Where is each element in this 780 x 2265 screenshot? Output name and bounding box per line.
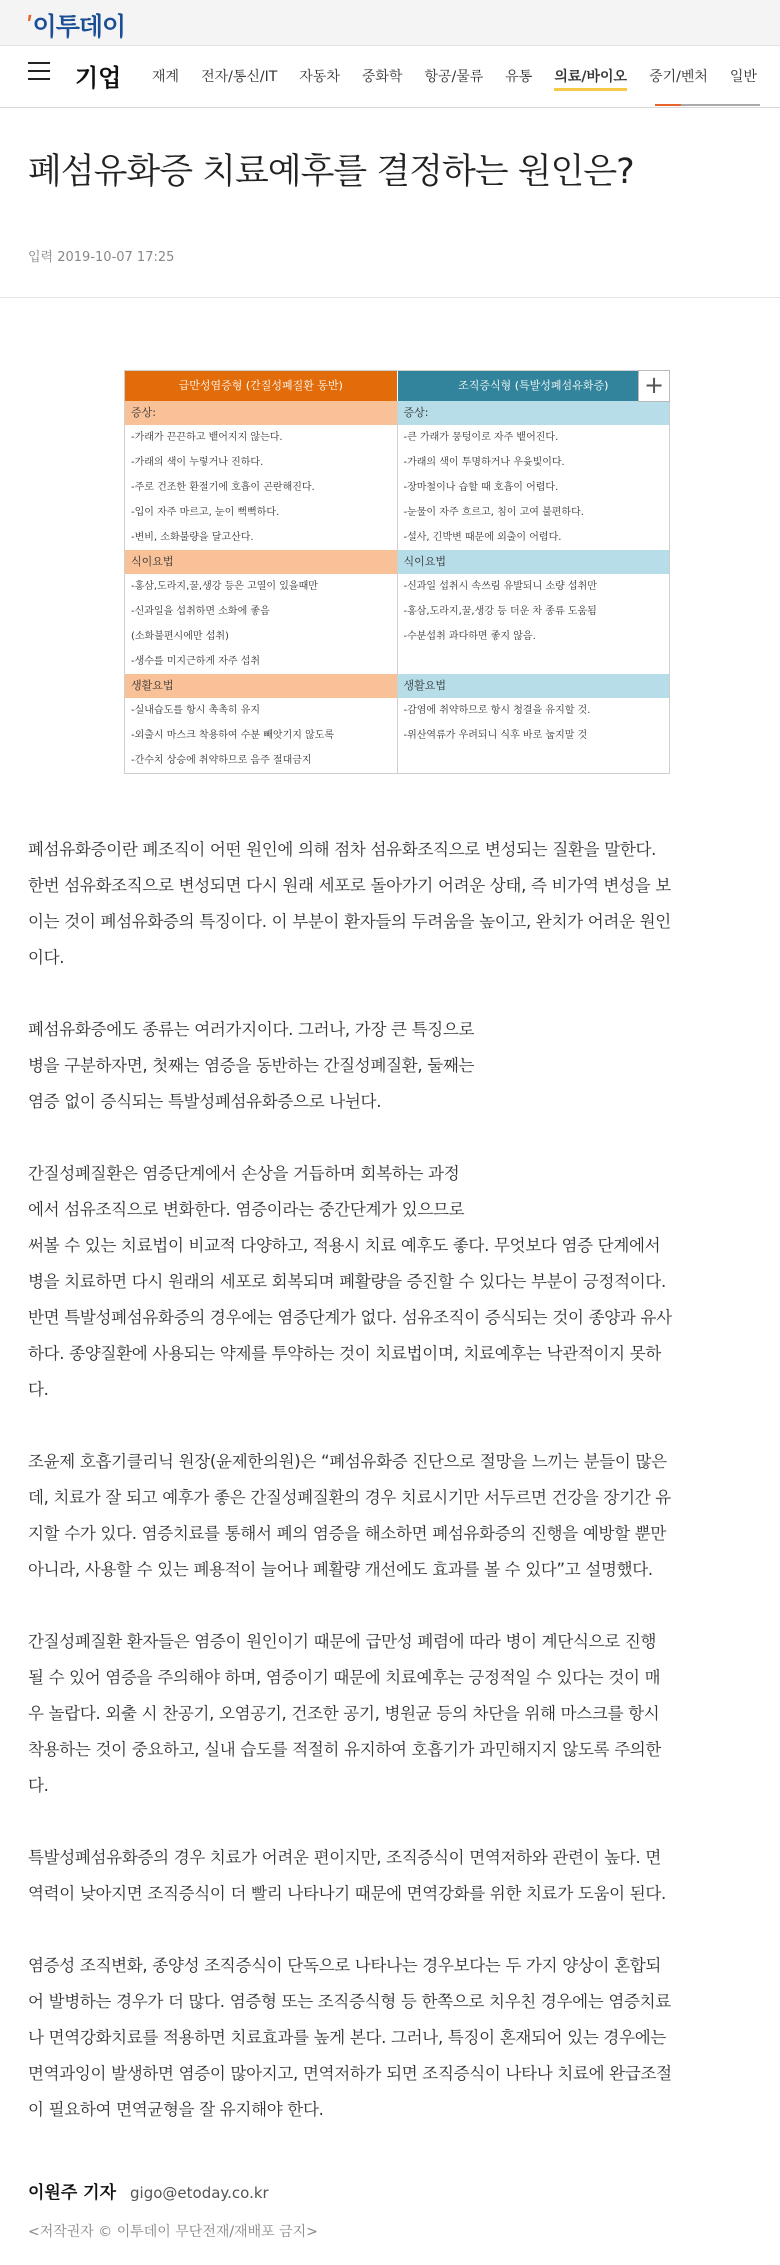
paragraph-line: 될 수 있어 염증을 주의해야 하며, 염증이기 때문에 치료예후는 긍정적일 수 있다는 것이 매	[28, 1668, 661, 1687]
paragraph-line: 병을 치료하면 다시 원래의 세포로 회복되며 폐활량을 증진할 수 있다는 부분이 긍정적이다.	[28, 1272, 666, 1291]
paragraph-line: 이다.	[28, 948, 65, 967]
nav-item[interactable]: 전자/통신/IT	[201, 69, 278, 85]
table-bullet: -장마철이나 습할 때 호흡이 어렵다.	[403, 482, 559, 493]
table-section-label: 증상:	[398, 401, 670, 425]
paragraph-line: 염증 없이 증식되는 특발성폐섬유화증으로 나뉜다.	[28, 1092, 382, 1111]
table-section-label: 생활요법	[398, 674, 670, 698]
section-nav	[0, 58, 780, 108]
table-bullet	[398, 748, 670, 773]
nav-item[interactable]: 유통	[505, 69, 533, 85]
table-bullet: -감염에 취약하므로 항시 청결을 유지할 것.	[403, 705, 591, 716]
paragraph-line: 에서 섬유조직으로 변화한다. 염증이라는 중간단계가 있으므로	[28, 1200, 465, 1219]
paragraph-line: 써볼 수 있는 치료법이 비교적 다양하고, 적용시 치료 예후도 좋다. 무엇보다 염증 단계에서	[28, 1236, 661, 1255]
article-paragraph	[28, 1012, 752, 1120]
paragraph-line: 폐섬유화증이란 폐조직이 어떤 원인에 의해 점차 섬유화조직으로 변성되는 질환을 말한다.	[28, 840, 657, 859]
table-bullet: (소화불편시에만 섭취)	[131, 631, 229, 642]
comparison-table-image	[124, 370, 670, 774]
paragraph-line: 조윤제 호흡기클리닉 원장(윤제한의원)은 “폐섬유화증 진단으로 절망을 느끼는 분들이 많은	[28, 1452, 667, 1471]
article-date: 입력 2019-10-07 17:25	[28, 250, 175, 265]
article-paragraph	[28, 1444, 752, 1588]
copyright-notice: <저작권자 © 이투데이 무단전재/재배포 금지>	[28, 2224, 318, 2240]
category-menu	[152, 66, 779, 91]
table-bullet: -수분섭취 과다하면 좋지 않음.	[403, 631, 536, 642]
paragraph-line: 아니라, 사용할 수 있는 폐용적이 늘어나 폐활량 개선에도 효과를 볼 수 있다”고 설명했다.	[28, 1560, 653, 1579]
table-bullet: -눈물이 자주 흐르고, 침이 고여 불편하다.	[403, 507, 584, 518]
paragraph-line: 반면 특발성폐섬유화증의 경우에는 염증단계가 없다. 섬유조직이 증식되는 것이 종양과 유사	[28, 1308, 672, 1327]
section-title[interactable]: 기업	[75, 64, 122, 92]
paragraph-line: 역력이 낮아지면 조직증식이 더 빨리 나타나기 때문에 면역강화를 위한 치료가 도움이 된다.	[28, 1884, 666, 1903]
paragraph-line: 우 놀랍다. 외출 시 찬공기, 오염공기, 건조한 공기, 병원균 등의 차단을 위해 마스크를 항시	[28, 1704, 660, 1723]
logo-accent-icon: ʹ	[26, 12, 33, 41]
paragraph-line: 착용하는 것이 중요하고, 실내 습도를 적절히 유지하여 호흡기가 과민해지지 않도록 주의한	[28, 1740, 662, 1759]
paragraph-line: 이 필요하여 면역균형을 잘 유지해야 한다.	[28, 2100, 324, 2119]
table-header-left: 급만성염증형 (간질성폐질환 동반)	[125, 371, 398, 401]
paragraph-line: 하다. 종양질환에 사용되는 약제를 투약하는 것이 치료법이며, 치료예후는 낙관적이지 못하	[28, 1344, 662, 1363]
paragraph-line: 다.	[28, 1776, 49, 1795]
table-bullet: -큰 가래가 뭉텅이로 자주 뱉어진다.	[403, 432, 559, 443]
paragraph-line: 간질성폐질환 환자들은 염증이 원인이기 때문에 급만성 폐렴에 따라 병이 계단식으로 진행	[28, 1632, 657, 1651]
reporter-email[interactable]: gigo@etoday.co.kr	[130, 2184, 269, 2202]
paragraph-line: 어 발병하는 경우가 더 많다. 염증형 또는 조직증식형 등 한쪽으로 치우친 경우에는 염증치료	[28, 1992, 671, 2011]
nav-item[interactable]: 의료/바이오	[554, 66, 627, 91]
article-paragraph	[28, 1624, 752, 1804]
table-section-label: 증상:	[125, 401, 398, 425]
article-paragraph	[28, 1948, 752, 2128]
table-bullet: -생수를 미지근하게 자주 섭취	[131, 656, 261, 667]
table-bullet: -간수치 상승에 취약하므로 음주 절대금지	[131, 755, 312, 766]
table-bullet: -변비, 소화불량을 달고산다.	[131, 532, 254, 543]
article-paragraph	[28, 1156, 752, 1408]
paragraph-line: 간질성폐질환은 염증단계에서 손상을 거듭하며 회복하는 과정	[28, 1164, 460, 1183]
table-bullet: -주로 건조한 환절기에 호흡이 곤란해진다.	[131, 482, 315, 493]
article-paragraph	[28, 832, 752, 976]
paragraph-line: 나 면역강화치료를 적용하면 치료효과를 높게 본다. 그러나, 특징이 혼재되어 있는 경우에는	[28, 2028, 666, 2047]
nav-item[interactable]: 자동차	[299, 69, 340, 85]
paragraph-line: 한번 섬유화조직으로 변성되면 다시 원래 세포로 돌아가기 어려운 상태, 즉 비가역 변성을 보	[28, 876, 671, 895]
table-bullet: -홍삼,도라지,꿀,생강 등은 고열이 있을때만	[131, 581, 318, 592]
table-bullet: -입이 자주 마르고, 눈이 뻑뻑하다.	[131, 507, 280, 518]
table-bullet: -설사, 긴박변 때문에 외출이 어렵다.	[403, 532, 562, 543]
logo-text: 이투데이	[32, 12, 126, 41]
paragraph-line: 병을 구분하자면, 첫째는 염증을 동반하는 간질성폐질환, 둘째는	[28, 1056, 475, 1075]
table-bullet: -가래의 색이 투명하거나 우윳빛이다.	[403, 457, 565, 468]
table-bullet: -위산역류가 우려되니 식후 바로 눕지말 것	[403, 730, 588, 741]
paragraph-line: 데, 치료가 잘 되고 예후가 좋은 간질성폐질환의 경우 치료시기만 서두르면 건강을 장기간 유	[28, 1488, 671, 1507]
table-section-label: 식이요법	[125, 550, 398, 574]
article-body	[28, 832, 752, 2128]
table-bullet: -외출시 마스크 착용하여 수분 빼앗기지 않도록	[131, 730, 335, 741]
nav-item[interactable]: 재계	[152, 69, 180, 85]
table-bullet: -신과일을 섭취하면 소화에 좋음	[131, 606, 270, 617]
nav-item[interactable]: 중기/벤처	[649, 69, 708, 85]
table-section-label: 식이요법	[398, 550, 670, 574]
paragraph-line: 염증성 조직변화, 종양성 조직증식이 단독으로 나타나는 경우보다는 두 가지 양상이 혼합되	[28, 1956, 662, 1975]
table-bullet: -가래가 끈끈하고 뱉어지지 않는다.	[131, 432, 283, 443]
expand-image-icon[interactable]: +	[638, 370, 670, 402]
reporter-name: 이원주 기자	[28, 2183, 117, 2203]
paragraph-line: 지할 수가 있다. 염증치료를 통해서 폐의 염증을 해소하면 폐섬유화증의 진행을 예방할 뿐만	[28, 1524, 666, 1543]
hamburger-menu-icon[interactable]	[28, 62, 50, 86]
paragraph-line: 폐섬유화증에도 종류는 여러가지이다. 그러나, 가장 큰 특징으로	[28, 1020, 475, 1039]
article-paragraph	[28, 1840, 752, 1912]
table-section-label: 생활요법	[125, 674, 398, 698]
table-bullet: -신과일 섭취시 속쓰림 유발되니 소량 섭취만	[403, 581, 597, 592]
table-bullet: -홍삼,도라지,꿀,생강 등 더운 차 종류 도움됨	[403, 606, 597, 617]
paragraph-line: 다.	[28, 1380, 49, 1399]
table-bullet: -실내습도를 항시 촉촉히 유지	[131, 705, 261, 716]
nav-item[interactable]: 일반	[729, 69, 757, 85]
nav-item[interactable]: 항공/물류	[424, 69, 484, 85]
table-bullet	[398, 649, 670, 674]
byline	[28, 2164, 752, 2203]
paragraph-line: 면역과잉이 발생하면 염증이 많아지고, 면역저하가 되면 조직증식이 나타나 치료에 완급조절	[28, 2064, 672, 2083]
nav-accent-bar	[655, 104, 760, 106]
table-bullet: -가래의 색이 누렇거나 진하다.	[131, 457, 264, 468]
paragraph-line: 이는 것이 폐섬유화증의 특징이다. 이 부분이 환자들의 두려움을 높이고, 완치가 어려운 원인	[28, 912, 671, 931]
divider	[0, 297, 780, 298]
paragraph-line: 특발성폐섬유화증의 경우 치료가 어려운 편이지만, 조직증식이 면역저하와 관련이 높다. 면	[28, 1848, 662, 1867]
table-header-right: 조직증식형 (특발성폐섬유화증)	[398, 371, 670, 401]
site-logo[interactable]	[26, 7, 125, 43]
nav-item[interactable]: 중화학	[361, 69, 403, 85]
top-bar	[0, 0, 780, 46]
article-title: 폐섬유화증 치료예후를 결정하는 원인은?	[28, 152, 634, 192]
